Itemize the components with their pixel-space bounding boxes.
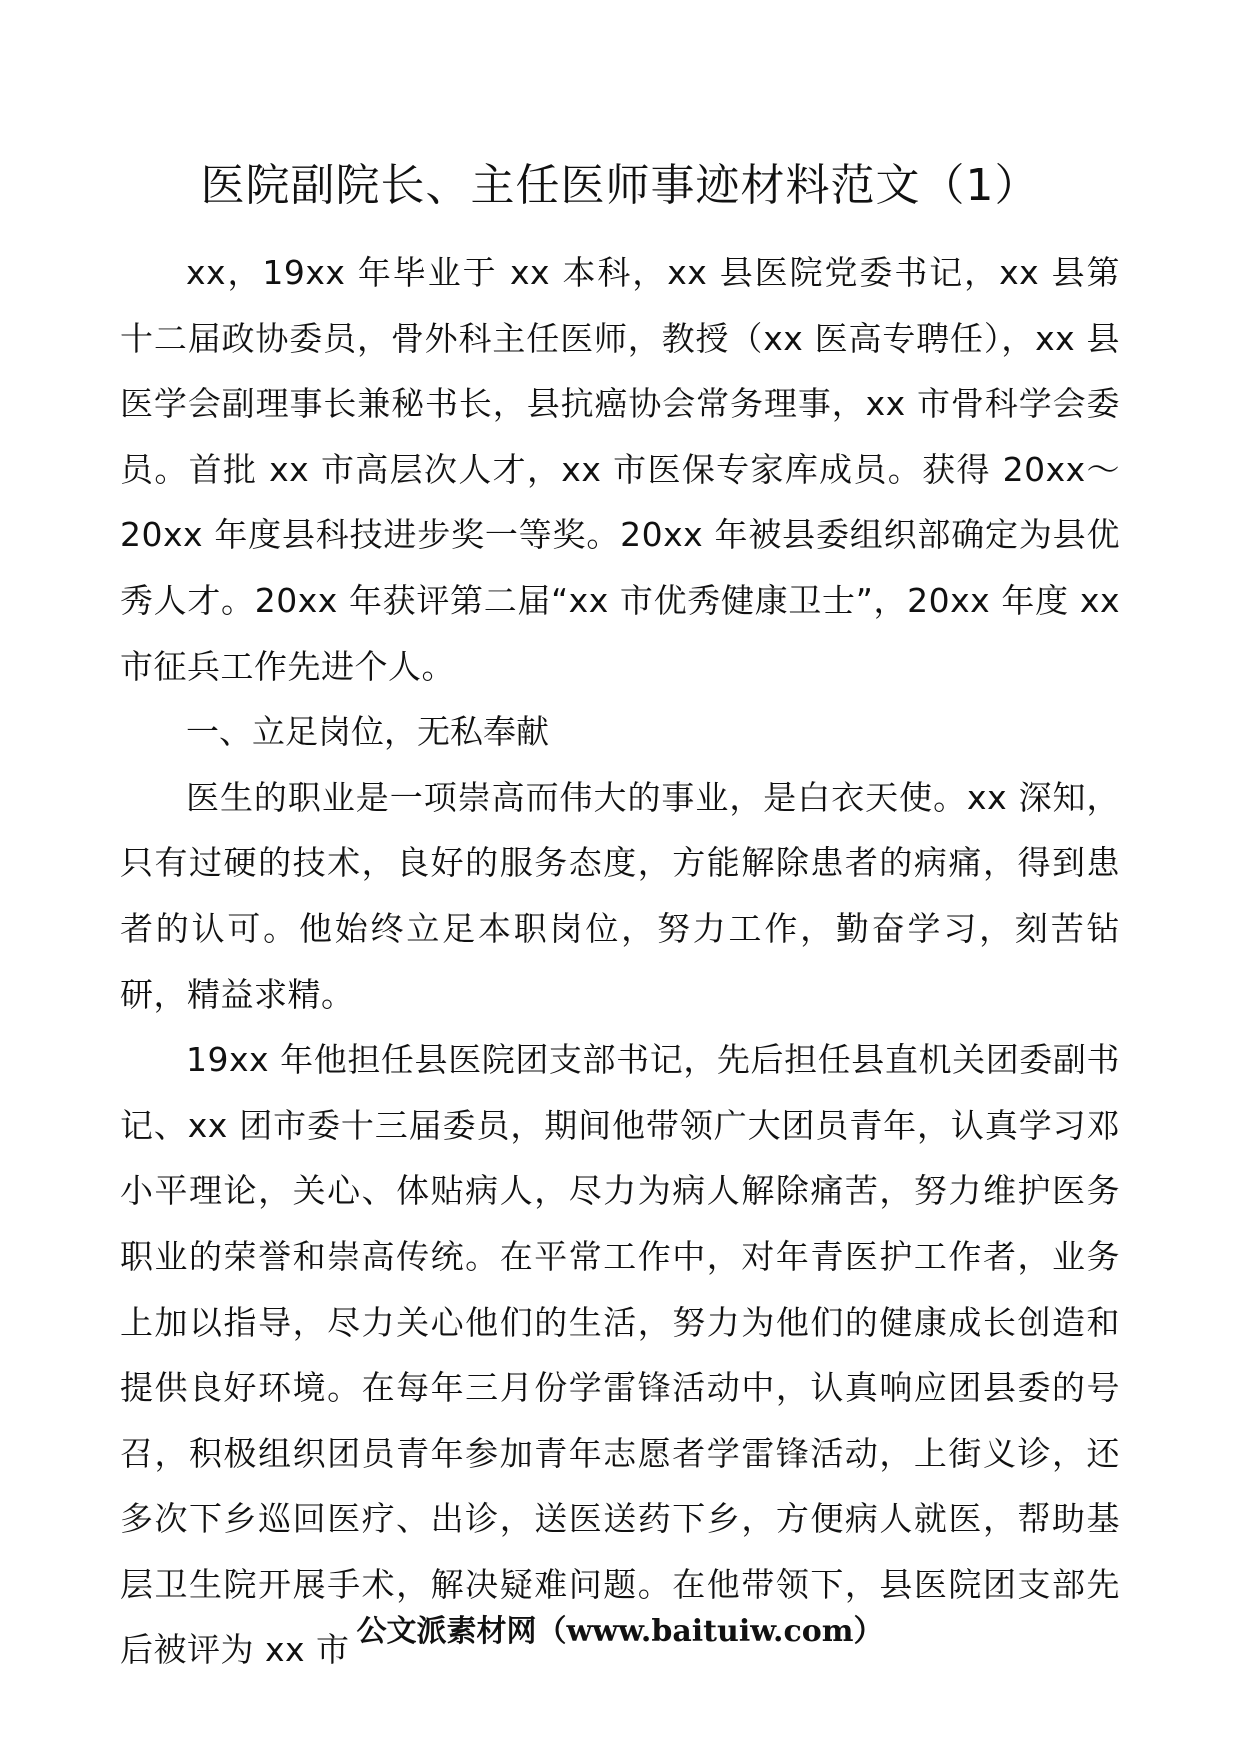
document-body xyxy=(120,240,1120,1683)
section-heading: 一、立足岗位，无私奉献 xyxy=(186,712,549,752)
document-title: 医院副院长、主任医师事迹材料范文（1） xyxy=(200,160,1040,211)
intro-paragraph: xx，19xx 年毕业于 xx 本科，xx 县医院党委书记，xx 县第十二届政协委员，骨外科主任医师，教授（xx 医高专聘任），xx 县医学会副理事长兼秘书长，县抗癌协会常务理事，xx 市骨科学会委员。首批 xx 市高层次人才，xx 市医保专家库成员。获得 20xx～20xx 年度县科技进步奖一等奖。20xx 年被县委组织部确定为县优秀人才。20xx 年获评第二届“xx 市优秀健康卫士”，20xx 年度 xx 市征兵工作先进个人。 xyxy=(120,253,1120,686)
footer-watermark: 公文派素材网（www.baituiw.com） xyxy=(356,1614,884,1649)
body-paragraph: 19xx 年他担任县医院团支部书记，先后担任县直机关团委副书记、xx 团市委十三届委员，期间他带领广大团员青年，认真学习邓小平理论，关心、体贴病人，尽力为病人解除痛苦，努力维护医务职业的荣誉和崇高传统。在平常工作中，对年青医护工作者，业务上加以指导，尽力关心他们的生活，努力为他们的健康成长创造和提供良好环境。在每年三月份学雷锋活动中，认真响应团县委的号召，积极组织团员青年参加青年志愿者学雷锋活动，上街义诊，还多次下乡巡回医疗、出诊，送医送药下乡，方便病人就医，帮助基层卫生院开展手术，解决疑难问题。在他带领下，县医院团支部先后被评为 xx 市 xyxy=(120,1040,1120,1670)
body-paragraph: 医生的职业是一项崇高而伟大的事业，是白衣天使。xx 深知，只有过硬的技术，良好的服务态度，方能解除患者的病痛，得到患者的认可。他始终立足本职岗位，努力工作，勤奋学习，刻苦钻研，精益求精。 xyxy=(120,777,1120,1014)
